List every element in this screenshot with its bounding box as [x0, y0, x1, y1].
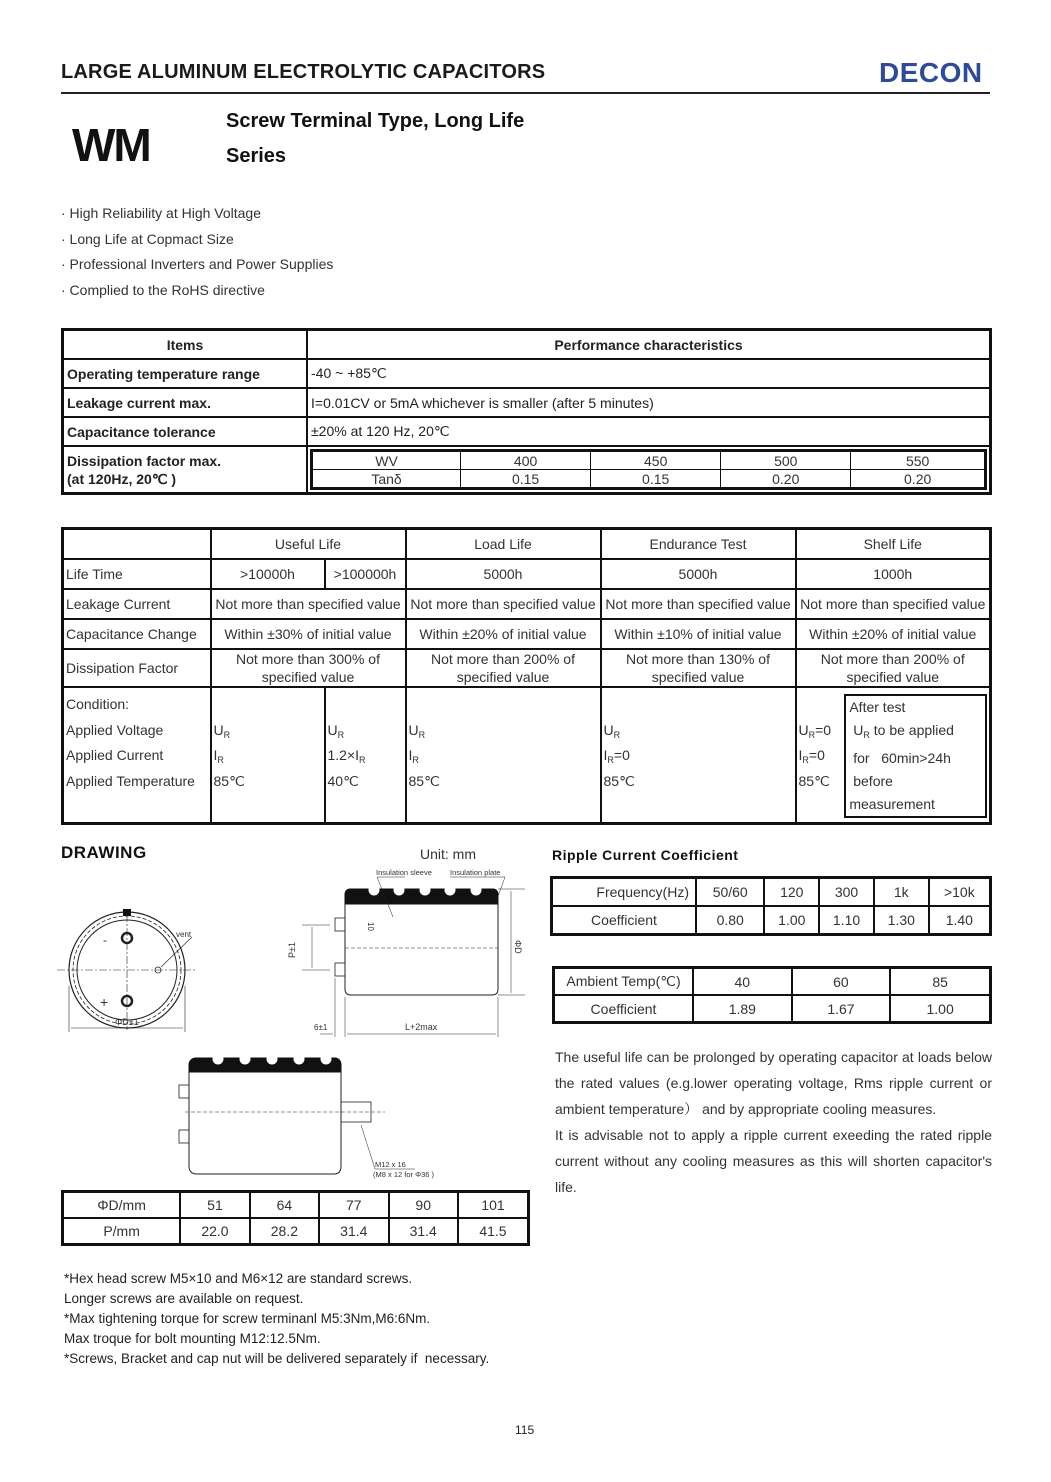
- condition-row: [63, 687, 991, 824]
- cell: 31.4: [319, 1218, 388, 1245]
- item-label: Capacitance tolerance: [63, 417, 308, 446]
- condition-label: Condition:: [66, 696, 130, 712]
- feature-list: [61, 202, 333, 304]
- cell: 40: [693, 968, 792, 996]
- cell: 1.10: [819, 906, 874, 935]
- ripple-temperature-table: [552, 966, 992, 1024]
- cell: 120: [764, 878, 819, 907]
- cell: [211, 649, 406, 687]
- bolt-label: M12 x 16: [375, 1160, 406, 1169]
- row-label: Dissipation Factor: [63, 649, 211, 687]
- notes: [64, 1269, 489, 1369]
- item-label-line: Dissipation factor max.: [67, 452, 222, 469]
- cell: Not more than specified value: [796, 589, 991, 619]
- note-line: Max troque for bolt mounting M12:12.5Nm.: [64, 1331, 321, 1346]
- wv-value: 500: [721, 451, 851, 470]
- cell: 1.89: [693, 995, 792, 1023]
- series-subtitle: Screw Terminal Type, Long Life: [226, 110, 525, 132]
- table-row: [63, 649, 991, 687]
- applied-temperature: 85℃: [798, 772, 830, 789]
- tan-value: 0.15: [591, 470, 721, 489]
- row-label: Coefficient: [552, 906, 697, 935]
- row-label: Capacitance Change: [63, 619, 211, 649]
- cell: 64: [250, 1192, 319, 1219]
- applied-current: $I_R$: [408, 747, 419, 765]
- table-row: [554, 968, 991, 996]
- condition-label: Applied Current: [66, 747, 164, 763]
- applied-voltage: $U_R$: [603, 721, 621, 740]
- cell: Within ±20% of initial value: [796, 619, 991, 649]
- table-row: [63, 1218, 529, 1245]
- cell-line: specified value: [651, 669, 745, 685]
- cell: [796, 649, 991, 687]
- applied-current: $I_R=0$: [798, 747, 825, 765]
- table-row: [63, 589, 991, 619]
- wv-value: 450: [591, 451, 721, 470]
- page-number: 115: [515, 1423, 535, 1437]
- item-label: [63, 446, 308, 494]
- cell-line: Not more than 130% of: [626, 651, 770, 667]
- ripple-frequency-table: [550, 876, 992, 936]
- column-header: Endurance Test: [601, 529, 796, 560]
- applied-temperature: 40℃: [327, 772, 359, 789]
- applied-temperature: 85℃: [603, 772, 635, 789]
- tan-label: Tanδ: [312, 470, 461, 489]
- series-code: WM: [72, 119, 150, 171]
- feature-item: · Professional Inverters and Power Supplies: [61, 256, 334, 272]
- cell: Not more than specified value: [211, 589, 406, 619]
- cell-line: specified value: [261, 669, 355, 685]
- cell: 22.0: [180, 1218, 249, 1245]
- table-row: [63, 446, 991, 494]
- empty-header: [63, 529, 211, 560]
- length-label: L+2max: [405, 1022, 438, 1032]
- condition-label: Applied Voltage: [66, 721, 164, 738]
- column-header: Performance characteristics: [307, 330, 991, 360]
- unit-label: Unit: mm: [420, 846, 476, 862]
- after-test-note: [844, 694, 987, 818]
- note-line: *Screws, Bracket and cap nut will be delivered separately if necessary.: [64, 1351, 490, 1366]
- table-row: [63, 359, 991, 388]
- note-line: *Max tightening torque for screw terminanl M5:3Nm,M6:6Nm.: [64, 1311, 431, 1326]
- tan-row: [312, 470, 986, 489]
- cell: 1.30: [874, 906, 929, 935]
- item-value: I=0.01CV or 5mA whichever is smaller (after 5 minutes): [307, 388, 991, 417]
- cell: 0.80: [696, 906, 764, 935]
- cell: 1.67: [792, 995, 891, 1023]
- life-table: [61, 527, 992, 825]
- condition-label: Applied Temperature: [66, 772, 195, 789]
- cell: >100000h: [325, 559, 406, 589]
- cell: Within ±30% of initial value: [211, 619, 406, 649]
- ripple-heading: Ripple Current Coefficient: [552, 847, 739, 863]
- document-title: LARGE ALUMINUM ELECTROLYTIC CAPACITORS: [61, 61, 546, 83]
- cell: 31.4: [389, 1218, 458, 1245]
- vent-label: vent: [176, 930, 192, 939]
- row-label: ΦD/mm: [63, 1192, 181, 1219]
- row-label: Leakage Current: [63, 589, 211, 619]
- spec-table: [61, 328, 992, 495]
- bolt-view: [179, 1054, 415, 1174]
- cell: Within ±10% of initial value: [601, 619, 796, 649]
- item-label-line: (at 120Hz, 20℃ ): [67, 470, 177, 487]
- cell: 60: [792, 968, 891, 996]
- cell: 300: [819, 878, 874, 907]
- condition-labels: [63, 687, 211, 824]
- table-row: [552, 906, 991, 935]
- six-label: 6±1: [314, 1023, 328, 1032]
- item-value: -40 ~ +85℃: [307, 359, 991, 388]
- cell: 1.40: [929, 906, 991, 935]
- dimension-table: [61, 1190, 530, 1246]
- pitch-label: P±1: [287, 942, 297, 958]
- table-row: [63, 1192, 529, 1219]
- tan-value: 0.20: [851, 470, 986, 489]
- table-header-row: [63, 330, 991, 360]
- paragraph-text: The useful life can be prolonged by operating capacitor at loads below the rated values (e.g.lower operating voltage, Rms ripple current or ambient temperature） and by appropriate cooling measures.: [555, 1049, 992, 1117]
- condition-shelf: [796, 687, 991, 824]
- diameter-tol-label: ΦD±1: [115, 1017, 139, 1027]
- feature-item: · Long Life at Copmact Size: [61, 230, 234, 247]
- ten-label: 10: [366, 922, 375, 931]
- note-line: Longer screws are available on request.: [64, 1291, 304, 1306]
- cell-line: Not more than 300% of: [236, 651, 380, 667]
- dissipation-subtable: [310, 449, 987, 490]
- wv-label: WV: [312, 451, 461, 470]
- applied-voltage: $U_R=0$: [798, 721, 832, 740]
- cell: [406, 649, 601, 687]
- cell: Within ±20% of initial value: [406, 619, 601, 649]
- cell-line: Not more than 200% of: [820, 651, 965, 667]
- feature-item: · Complied to the RoHS directive: [61, 281, 265, 298]
- cell: 28.2: [250, 1218, 319, 1245]
- cell: 101: [458, 1192, 529, 1219]
- row-label: Coefficient: [554, 995, 694, 1023]
- useful-life-paragraph: [555, 1044, 992, 1200]
- cell: >10000h: [211, 559, 325, 589]
- cell: [601, 649, 796, 687]
- cell: 41.5: [458, 1218, 529, 1245]
- condition-endurance: [601, 687, 796, 824]
- note-line: After test: [849, 699, 906, 715]
- cell: Not more than specified value: [406, 589, 601, 619]
- top-view: [57, 909, 197, 1032]
- condition-load: [406, 687, 601, 824]
- item-label: Leakage current max.: [63, 388, 308, 417]
- wv-value: 400: [461, 451, 591, 470]
- cell: 1000h: [796, 559, 991, 589]
- column-header: Shelf Life: [796, 529, 991, 560]
- bolt-alt-label: (M8 x 12 for Φ36 ): [373, 1170, 435, 1179]
- cell: >10k: [929, 878, 991, 907]
- capacitor-drawing: [55, 862, 535, 1192]
- row-label: P/mm: [63, 1218, 181, 1245]
- column-header: Useful Life: [211, 529, 406, 560]
- paragraph-text: It is advisable not to apply a ripple current exeeding the rated ripple current without any cooling measures as this will shorten capacitor's life.: [555, 1127, 992, 1195]
- applied-voltage: $U_R$: [213, 721, 231, 740]
- cell: 50/60: [696, 878, 764, 907]
- applied-temperature: 85℃: [213, 772, 245, 789]
- cell: 5000h: [601, 559, 796, 589]
- diameter-label: ΦD: [513, 940, 523, 954]
- applied-voltage: $U_R$: [408, 721, 426, 740]
- wv-row: [312, 451, 986, 470]
- table-row: [63, 619, 991, 649]
- table-row: [552, 878, 991, 907]
- cell-line: specified value: [846, 669, 940, 685]
- applied-voltage: $U_R$: [327, 721, 345, 740]
- applied-current: $I_R$: [213, 747, 224, 765]
- note-line: *Hex head screw M5×10 and M6×12 are standard screws.: [64, 1271, 413, 1286]
- table-header-row: [63, 529, 991, 560]
- row-label: Ambient Temp(℃): [554, 968, 694, 996]
- cell: 85: [890, 968, 990, 996]
- drawing-heading: DRAWING: [61, 843, 147, 862]
- condition-useful-2: [325, 687, 406, 824]
- cell: 1.00: [890, 995, 990, 1023]
- table-row: [63, 559, 991, 589]
- table-row: [63, 417, 991, 446]
- item-label: Operating temperature range: [63, 359, 308, 388]
- cell: 5000h: [406, 559, 601, 589]
- table-row: [63, 388, 991, 417]
- cell: 1.00: [764, 906, 819, 935]
- series-subtitle-line2: Series: [226, 145, 287, 167]
- row-label: Life Time: [63, 559, 211, 589]
- dissipation-cell: [307, 446, 991, 494]
- tan-value: 0.15: [461, 470, 591, 489]
- note-line: before measurement: [849, 773, 935, 812]
- cell: 1k: [874, 878, 929, 907]
- cell-line: Not more than 200% of: [431, 651, 575, 667]
- tan-value: 0.20: [721, 470, 851, 489]
- applied-current: $1.2\times I_R$: [327, 747, 366, 765]
- row-label: Frequency(Hz): [552, 878, 697, 907]
- brand-logo: DECON: [879, 57, 983, 88]
- cell: 51: [180, 1192, 249, 1219]
- insulation-sleeve-label: Insulation sleeve: [376, 868, 432, 877]
- minus-label: -: [103, 933, 107, 947]
- cell: Not more than specified value: [601, 589, 796, 619]
- item-value: ±20% at 120 Hz, 20℃: [307, 417, 991, 446]
- header-divider: [61, 92, 990, 94]
- applied-temperature: 85℃: [408, 772, 440, 789]
- feature-item: · High Reliability at High Voltage: [61, 205, 261, 221]
- wv-value: 550: [851, 451, 986, 470]
- cell-line: specified value: [456, 669, 550, 685]
- table-row: [554, 995, 991, 1023]
- cell: 77: [319, 1192, 388, 1219]
- column-header: Items: [63, 330, 308, 360]
- side-view: [302, 877, 525, 1037]
- insulation-plate-label: Insulation plate: [450, 868, 501, 877]
- plus-label: +: [100, 994, 109, 1010]
- condition-useful-1: [211, 687, 325, 824]
- note-line: $U_R$ to be applied: [853, 722, 954, 740]
- column-header: Load Life: [406, 529, 601, 560]
- cell: 90: [389, 1192, 458, 1219]
- applied-current: $I_R=0$: [603, 747, 630, 765]
- note-line: for 60min>24h: [853, 750, 951, 766]
